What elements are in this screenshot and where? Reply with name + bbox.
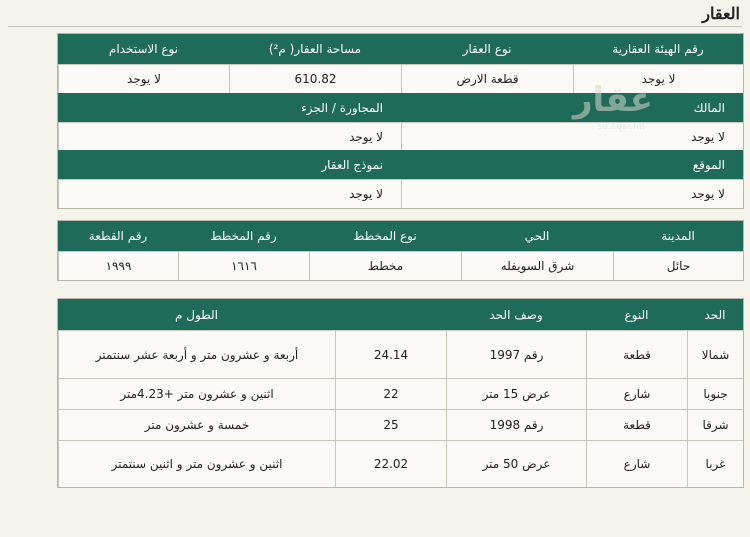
header-property-area: مساحة العقار( م²) bbox=[229, 34, 401, 64]
value-deed-number: لا يوجد bbox=[573, 64, 743, 93]
value-location: لا يوجد bbox=[401, 179, 743, 208]
value-adjacent: لا يوجد bbox=[58, 122, 401, 150]
header-plan-type: نوع المخطط bbox=[309, 221, 461, 251]
header-location: الموقع bbox=[401, 150, 743, 179]
value-plan-type: مخطط bbox=[309, 251, 461, 280]
header-district: الحي bbox=[461, 221, 613, 251]
header-deed-number: رقم الهيئة العقارية bbox=[573, 34, 743, 64]
boundaries-table bbox=[57, 298, 744, 488]
table-row-north-length-words: أربعة و عشرون متر و أربعة عشر سنتمتر bbox=[58, 330, 335, 378]
header-plot-number: رقم القطعة bbox=[58, 221, 178, 251]
table-row-west-length: 22.02 bbox=[335, 440, 446, 487]
table-row-east-direction: شرقا bbox=[687, 409, 743, 440]
value-property-area: 610.82 bbox=[229, 64, 401, 93]
value-plan-number: ١٦١٦ bbox=[178, 251, 309, 280]
table-row-north-length: 24.14 bbox=[335, 330, 446, 378]
table-row-west-description: عرض 50 متر bbox=[446, 440, 586, 487]
header-plan-number: رقم المخطط bbox=[178, 221, 309, 251]
value-plot-number: ١٩٩٩ bbox=[58, 251, 178, 280]
value-usage-type: لا يوجد bbox=[58, 64, 229, 93]
value-district: شرق السويفله bbox=[461, 251, 613, 280]
table-row-south-description: عرض 15 متر bbox=[446, 378, 586, 409]
table-row-east-length-words: خمسة و عشرون متر bbox=[58, 409, 335, 440]
table-row-south-kind: شارع bbox=[586, 378, 687, 409]
table-row-south-direction: جنوبا bbox=[687, 378, 743, 409]
header-city: المدينة bbox=[613, 221, 743, 251]
table-row-south-length-words: اثنين و عشرون متر +4.23متر bbox=[58, 378, 335, 409]
header-adjacent: المجاورة / الجزء bbox=[58, 93, 401, 122]
property-info-table bbox=[57, 33, 744, 209]
table-row-west-kind: شارع bbox=[586, 440, 687, 487]
header-usage-type: نوع الاستخدام bbox=[58, 34, 229, 64]
table-row-east-length: 25 bbox=[335, 409, 446, 440]
watermark-text: عقار bbox=[572, 80, 653, 120]
page-title: العقار bbox=[702, 4, 740, 23]
header-length: الطول م bbox=[58, 299, 335, 330]
header-property-model: نموذج العقار bbox=[58, 150, 401, 179]
header-property-type: نوع العقار bbox=[401, 34, 573, 64]
header-boundary-description: وصف الحد bbox=[446, 299, 586, 330]
table-row-west-direction: غربا bbox=[687, 440, 743, 487]
table-row-north-kind: قطعة bbox=[586, 330, 687, 378]
title-divider bbox=[8, 26, 742, 27]
plan-info-table bbox=[57, 220, 744, 281]
value-city: حائل bbox=[613, 251, 743, 280]
header-blank bbox=[335, 299, 446, 330]
table-row-south-length: 22 bbox=[335, 378, 446, 409]
value-owner: لا يوجد bbox=[401, 122, 743, 150]
header-boundary: الحد bbox=[687, 299, 743, 330]
table-row-north-description: رقم 1997 bbox=[446, 330, 586, 378]
table-row-east-kind: قطعة bbox=[586, 409, 687, 440]
header-boundary-kind: النوع bbox=[586, 299, 687, 330]
watermark-subtext: sa.aqar.fm bbox=[597, 122, 645, 132]
table-row-east-description: رقم 1998 bbox=[446, 409, 586, 440]
header-owner: المالك bbox=[401, 93, 743, 122]
value-property-type: قطعة الارض bbox=[401, 64, 573, 93]
table-row-west-length-words: اثنين و عشرون متر و اثنين سنتمتر bbox=[58, 440, 335, 487]
table-row-north-direction: شمالا bbox=[687, 330, 743, 378]
value-property-model: لا يوجد bbox=[58, 179, 401, 208]
